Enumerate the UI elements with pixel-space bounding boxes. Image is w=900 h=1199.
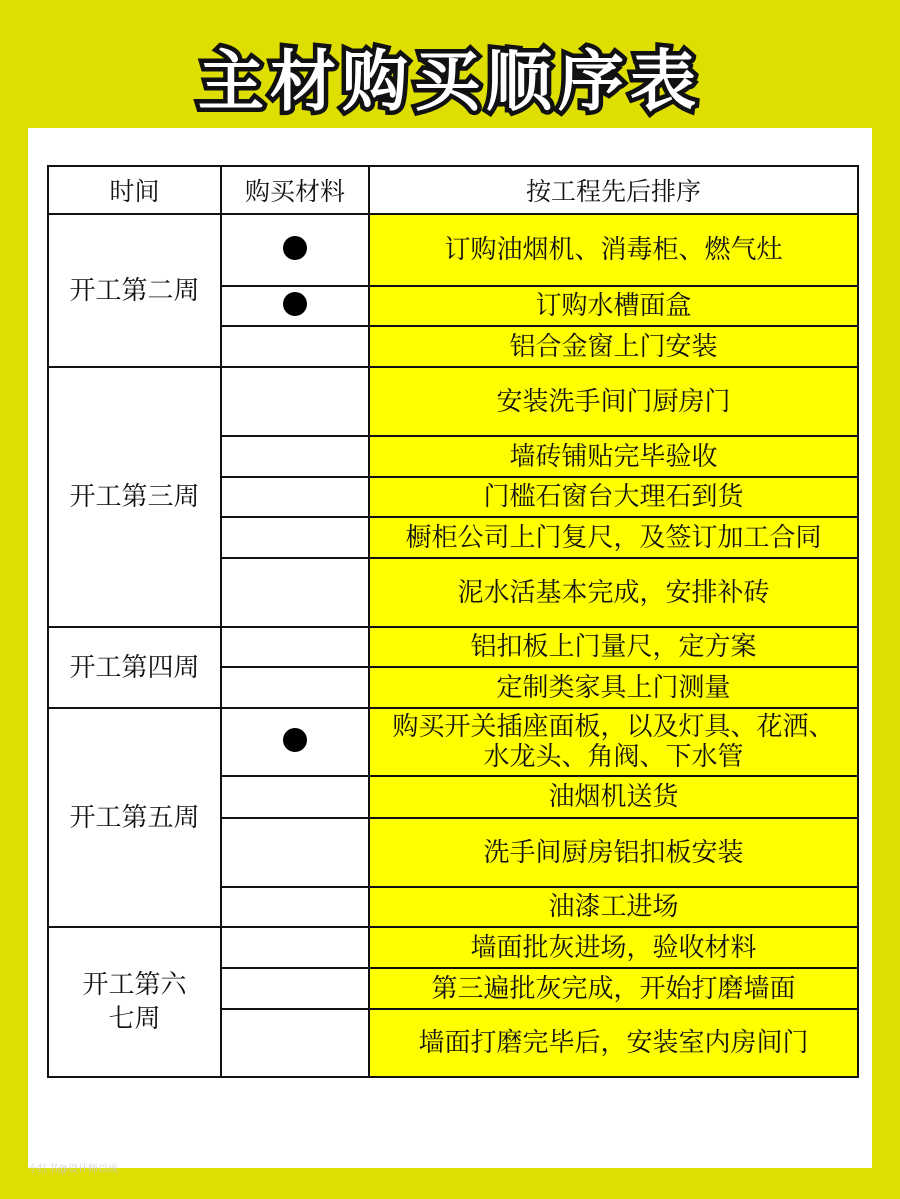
buy-mark [221,558,369,627]
header-time: 时间 [48,166,221,214]
header-order: 按工程先后排序 [369,166,858,214]
task-cell: 洗手间厨房铝扣板安装 [369,818,858,887]
task-cell: 购买开关插座面板，以及灯具、花洒、水龙头、角阀、下水管 [369,708,858,776]
buy-mark [221,968,369,1009]
table-row [48,708,858,776]
purchase-schedule-table [47,165,859,1078]
task-cell: 铝扣板上门量尺，定方案 [369,627,858,667]
task-cell: 安装洗手间门厨房门 [369,367,858,436]
page-title: 主材购买顺序表 [198,43,702,120]
buy-mark [221,1009,369,1077]
buy-mark [221,326,369,367]
bullet-dot-icon [283,236,307,260]
week-label: 开工第二周 [48,214,221,367]
bullet-dot-icon [283,292,307,316]
buy-mark [221,477,369,517]
bullet-dot-icon [283,728,307,752]
buy-mark [221,436,369,477]
schedule-card [28,128,872,1168]
table-row [48,214,858,286]
table-row [48,367,858,436]
buy-mark [221,818,369,887]
buy-mark [221,367,369,436]
table-row [48,627,858,667]
task-cell: 墙砖铺贴完毕验收 [369,436,858,477]
task-cell: 油烟机送货 [369,776,858,818]
task-cell: 泥水活基本完成，安排补砖 [369,558,858,627]
task-cell: 油漆工进场 [369,887,858,927]
week-label: 开工第三周 [48,367,221,627]
task-cell: 第三遍批灰完成，开始打磨墙面 [369,968,858,1009]
task-cell: 墙面打磨完毕后，安装室内房间门 [369,1009,858,1077]
task-cell: 订购水槽面盒 [369,286,858,326]
table-header-row [48,166,858,214]
header-materials: 购买材料 [221,166,369,214]
task-cell: 橱柜公司上门复尺，及签订加工合同 [369,517,858,558]
task-cell: 定制类家具上门测量 [369,667,858,708]
buy-mark [221,517,369,558]
buy-mark [221,286,369,326]
buy-mark [221,927,369,968]
buy-mark [221,627,369,667]
task-cell: 门槛石窗台大理石到货 [369,477,858,517]
buy-mark [221,214,369,286]
table-row [48,927,858,968]
buy-mark [221,776,369,818]
buy-mark [221,887,369,927]
buy-mark [221,708,369,776]
week-label: 开工第六七周 [48,927,221,1077]
task-cell: 订购油烟机、消毒柜、燃气灶 [369,214,858,286]
task-cell: 墙面批灰进场，验收材料 [369,927,858,968]
task-cell: 铝合金窗上门安装 [369,326,858,367]
week-label: 开工第五周 [48,708,221,927]
week-label: 开工第四周 [48,627,221,708]
watermark-text: 小红书@设计师以成 [28,1164,118,1175]
buy-mark [221,667,369,708]
